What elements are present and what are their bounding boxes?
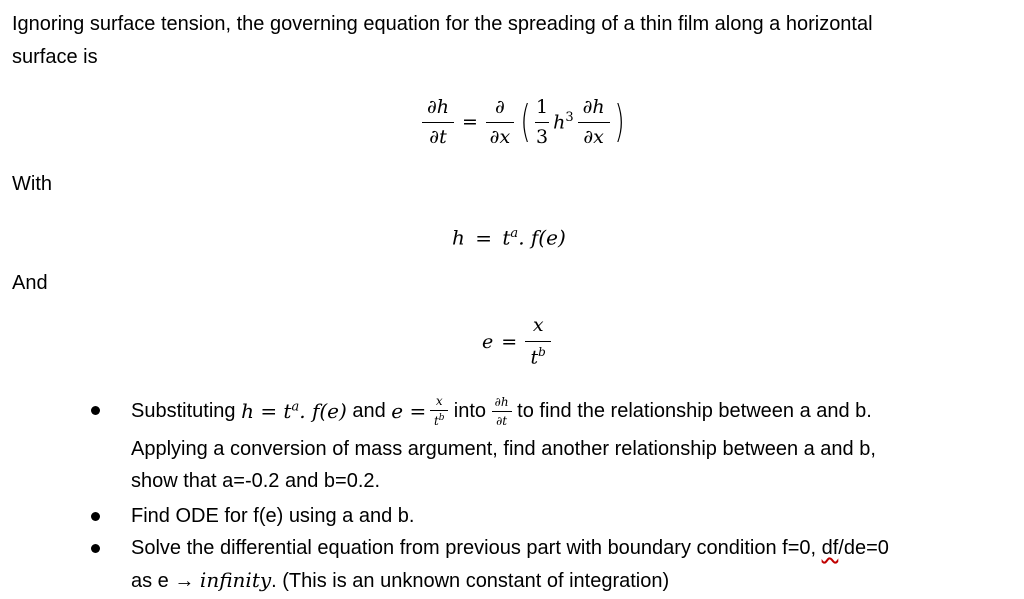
and-label: And — [12, 272, 48, 294]
dh-dx-fraction — [578, 95, 610, 148]
intro-line-1: Ignoring surface tension, the governing equation for the spreading of a thin film along a horizontal — [12, 13, 873, 35]
h-cubed: $h^3$ — [553, 110, 574, 134]
e-definition-equation — [482, 314, 551, 370]
bullet-1 — [91, 406, 100, 415]
tb-denominator: $t^b$ — [530, 345, 546, 369]
h-definition-equation: $h = t^a$. f(e) — [452, 225, 566, 250]
coef-numerator: 1 — [536, 95, 549, 118]
bullet-2-text: Find ODE for f(e) using a and b. — [131, 505, 415, 527]
x-over-tb-inline: $\frac{x}{t^b}$ — [430, 395, 448, 427]
equals-sign-2: = — [501, 331, 518, 353]
right-paren: ) — [614, 96, 625, 147]
dh-numerator: ∂h — [426, 95, 450, 118]
de-zero-text: /de=0 — [838, 537, 889, 559]
bullet-3-line-2 — [131, 566, 669, 595]
partial-numerator: ∂ — [495, 95, 505, 118]
dh-dt-fraction — [422, 95, 454, 148]
bullet-2 — [91, 512, 100, 521]
to-find-text: to find the relationship between a and b. — [511, 399, 872, 422]
e-inline-expression: e = — [391, 399, 427, 423]
dh-dt-inline: $\frac{\partial h}{\partial t}$ — [492, 396, 512, 427]
bullet-1-line-3: show that a=-0.2 and b=0.2. — [131, 470, 381, 492]
substituting-text: Substituting — [131, 399, 242, 422]
h-inline-expression: $h = t^a$. f(e) — [241, 399, 347, 423]
dt-denominator: ∂t — [429, 125, 447, 148]
x-numerator: x — [532, 314, 544, 337]
bullet-3 — [91, 544, 100, 553]
with-label: With — [12, 173, 52, 195]
governing-equation — [422, 88, 628, 156]
coef-denominator: 3 — [536, 125, 549, 148]
solve-text: Solve the differential equation from previous part with boundary condition f=0, — [131, 537, 822, 559]
dh-inner-numerator: ∂h — [582, 95, 605, 118]
df-spellcheck-word: df — [821, 537, 839, 559]
bullet-1-line-2: Applying a conversion of mass argument, find another relationship between a and b, — [131, 438, 876, 460]
unknown-constant-text: . (This is an unknown constant of integration) — [271, 570, 670, 592]
as-e-arrow-text: as e → — [131, 570, 200, 592]
x-over-tb-fraction — [525, 316, 551, 367]
into-text: into — [448, 399, 492, 422]
d-dx-operator — [486, 95, 514, 148]
bullet-1-line-1 — [131, 391, 872, 431]
left-paren: ( — [520, 96, 531, 147]
dx-denominator: ∂x — [489, 125, 511, 148]
infinity-math: infinity — [199, 568, 272, 592]
and-text: and — [346, 399, 392, 422]
equals-sign: = — [462, 111, 478, 133]
one-third-fraction — [535, 95, 549, 148]
intro-line-2: surface is — [12, 46, 98, 68]
dx-inner-denominator: ∂x — [583, 125, 604, 148]
bullet-3-line-1 — [131, 534, 889, 562]
e-symbol: e — [482, 331, 494, 353]
